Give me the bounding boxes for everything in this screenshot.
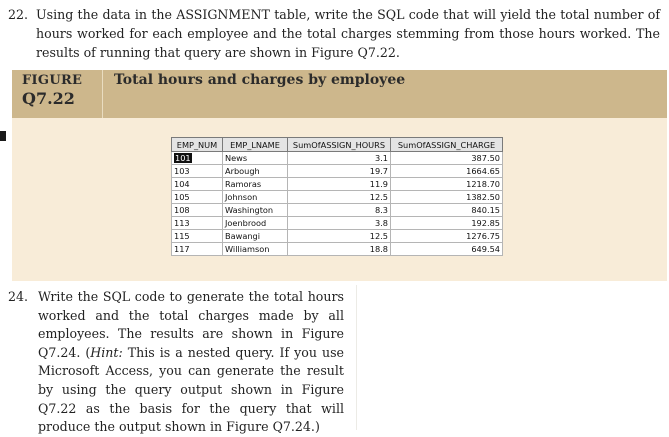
column-header-sum-charge[interactable]: SumOfASSIGN_CHARGE <box>391 138 503 152</box>
column-header-emp-num[interactable]: EMP_NUM <box>172 138 223 152</box>
question-24-hint-label: Hint: <box>90 344 123 360</box>
cell-emp-lname[interactable]: Washington <box>223 204 288 217</box>
question-24-number: 24. <box>8 289 29 304</box>
cell-sum-charge[interactable]: 840.15 <box>391 204 503 217</box>
cell-sum-hours[interactable]: 12.5 <box>288 230 391 243</box>
question-24 <box>8 288 344 437</box>
cell-emp-lname[interactable]: Ramoras <box>223 178 288 191</box>
cell-emp-lname[interactable]: Arbough <box>223 165 288 178</box>
figure-header <box>12 70 667 118</box>
table-row[interactable] <box>172 178 503 191</box>
cell-sum-hours[interactable]: 3.8 <box>288 217 391 230</box>
cell-sum-hours[interactable]: 12.5 <box>288 191 391 204</box>
page-edge-marker <box>0 131 6 141</box>
cell-emp-num[interactable]: 103 <box>172 165 223 178</box>
figure-title: Total hours and charges by employee <box>114 72 406 88</box>
figure-divider <box>102 70 103 118</box>
cell-emp-lname[interactable]: Johnson <box>223 191 288 204</box>
cell-emp-lname[interactable]: News <box>223 152 288 165</box>
cell-emp-lname[interactable]: Joenbrood <box>223 217 288 230</box>
cell-sum-charge[interactable]: 1218.70 <box>391 178 503 191</box>
blank-panel <box>356 285 669 430</box>
cell-emp-num[interactable]: 108 <box>172 204 223 217</box>
question-24-text <box>38 288 344 437</box>
figure-label-code: Q7.22 <box>22 89 75 108</box>
cell-sum-charge[interactable]: 387.50 <box>391 152 503 165</box>
cell-emp-num[interactable]: 113 <box>172 217 223 230</box>
table-row[interactable] <box>172 152 503 165</box>
figure-label <box>22 73 82 109</box>
question-22-text: Using the data in the ASSIGNMENT table, write the SQL code that will yield the total number of hours worked for each employee and the total charges stemming from those hours worked. The results of running that query are shown in Figure Q7.22. <box>36 7 660 60</box>
selected-cell-value[interactable]: 101 <box>175 153 191 163</box>
cell-emp-num[interactable]: 104 <box>172 178 223 191</box>
question-22-number: 22. <box>8 7 29 22</box>
column-header-sum-hours[interactable]: SumOfASSIGN_HOURS <box>288 138 391 152</box>
cell-emp-lname[interactable]: Bawangi <box>223 230 288 243</box>
question-24-text-start: Write the SQL code to generate the total hours worked and the total charges made by all employees. The results are shown in Figure Q7.24. ( <box>38 289 344 360</box>
cell-emp-num[interactable]: 115 <box>172 230 223 243</box>
table-header-row <box>172 138 503 152</box>
cell-sum-charge[interactable]: 649.54 <box>391 243 503 256</box>
cell-emp-lname[interactable]: Williamson <box>223 243 288 256</box>
cell-sum-hours[interactable]: 3.1 <box>288 152 391 165</box>
query-result-table <box>171 137 503 256</box>
figure-label-word: FIGURE <box>22 73 83 88</box>
table-row[interactable] <box>172 217 503 230</box>
cell-sum-hours[interactable]: 11.9 <box>288 178 391 191</box>
cell-emp-num[interactable]: 117 <box>172 243 223 256</box>
cell-sum-hours[interactable]: 19.7 <box>288 165 391 178</box>
cell-sum-charge[interactable]: 1276.75 <box>391 230 503 243</box>
cell-sum-charge[interactable]: 1382.50 <box>391 191 503 204</box>
cell-sum-charge[interactable]: 192.85 <box>391 217 503 230</box>
cell-emp-num[interactable]: 105 <box>172 191 223 204</box>
question-22 <box>8 5 660 62</box>
cell-emp-num[interactable] <box>172 152 223 165</box>
column-header-emp-lname[interactable]: EMP_LNAME <box>223 138 288 152</box>
table-row[interactable] <box>172 204 503 217</box>
table-row[interactable] <box>172 191 503 204</box>
table-row[interactable] <box>172 230 503 243</box>
cell-sum-charge[interactable]: 1664.65 <box>391 165 503 178</box>
table-row[interactable] <box>172 165 503 178</box>
cell-sum-hours[interactable]: 18.8 <box>288 243 391 256</box>
question-24-text-end: This is a nested query. If you use Microsoft Access, you can generate the result by using the query output shown in Figure Q7.22 as the basis for the query that will produce the output shown in Figure Q7.24.) <box>38 344 344 435</box>
table-row[interactable] <box>172 243 503 256</box>
cell-sum-hours[interactable]: 8.3 <box>288 204 391 217</box>
